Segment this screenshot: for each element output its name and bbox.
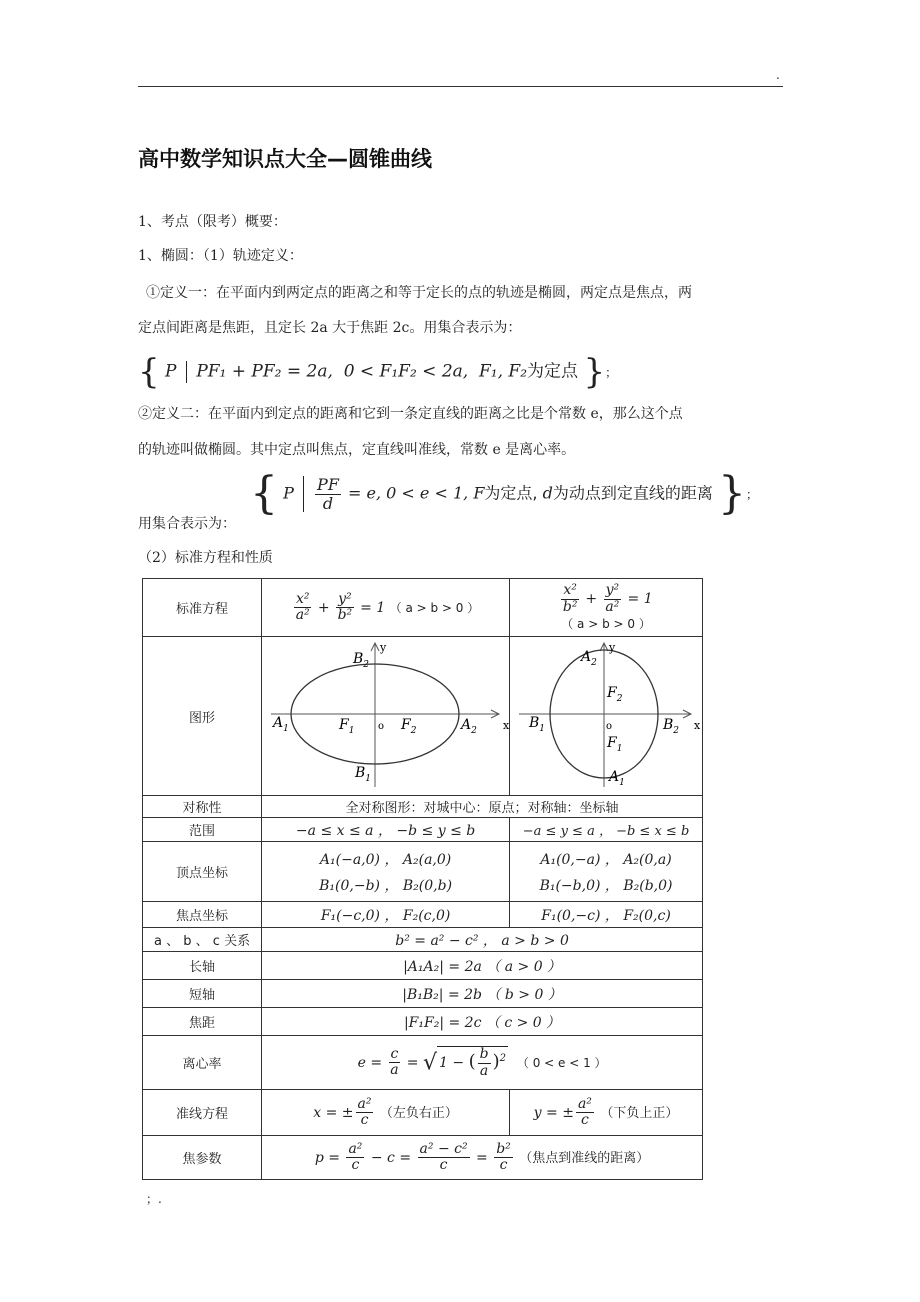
formula-tail: 为定点 xyxy=(527,361,579,382)
minor-axis-value: |B₁B₂| = 2b （ b > 0 ） xyxy=(262,980,703,1008)
horizontal-ellipse-graph xyxy=(263,637,509,791)
graph-vertical xyxy=(510,637,703,796)
footer-mark: ；. xyxy=(146,1192,162,1206)
set-intro-text: 用集合表示为： xyxy=(138,516,236,532)
table-row xyxy=(143,952,703,980)
page-title: 高中数学知识点大全—圆锥曲线 xyxy=(138,147,432,171)
definition-one-line2: 定点间距离是焦距，且定长 2a 大于焦距 2c。用集合表示为： xyxy=(138,320,522,336)
ellipse-heading: 1、椭圆：（1）轨迹定义： xyxy=(138,248,303,264)
formula-sum: PF₁ + PF₂ = 2a xyxy=(196,361,328,382)
formula-var-p: P xyxy=(283,483,294,503)
directrix-horizontal: x = ± $\frac{\text{a²}}{c}$ （左负右正） xyxy=(262,1090,510,1136)
svg-text:F1: $F_1$ xyxy=(606,735,622,754)
svg-text:F2: $F_2$ xyxy=(606,685,622,704)
formula-semicolon: ； xyxy=(605,365,618,380)
svg-text:o: o xyxy=(605,721,612,732)
foci-vertical: F₁(0,−c) ， F₂(0,c) xyxy=(510,902,703,928)
set-bar xyxy=(303,476,304,512)
svg-text:A2: $A_2$ xyxy=(460,717,477,736)
set-formula-definition-two xyxy=(250,468,758,519)
table-row xyxy=(143,842,703,902)
table-row xyxy=(143,980,703,1008)
row-label: 标准方程 xyxy=(143,579,262,637)
table-row xyxy=(143,1136,703,1180)
row-label: a 、 b 、 c 关系 xyxy=(143,928,262,952)
range-vertical: −a ≤ y ≤ a ， −b ≤ x ≤ b xyxy=(510,818,703,842)
abc-relation: b² = a² − c² ， a > b > 0 xyxy=(262,928,703,952)
definition-two-line1: ②定义二：在平面内到定点的距离和它到一条定直线的距离之比是个常数 e，那么这个点 xyxy=(138,406,683,422)
row-label: 焦点坐标 xyxy=(143,902,262,928)
row-label: 焦参数 xyxy=(143,1136,262,1180)
set-bar xyxy=(186,361,187,383)
right-brace: } xyxy=(717,468,746,519)
formula-semicolon: ； xyxy=(745,487,758,502)
svg-text:y: y xyxy=(379,641,386,654)
table-row xyxy=(143,579,703,637)
svg-text:B1: $B_1$ xyxy=(354,765,371,784)
svg-text:A1: $A_1$ xyxy=(272,715,289,734)
svg-text:x: x xyxy=(502,719,509,732)
row-label: 对称性 xyxy=(143,796,262,818)
directrix-vertical: y = ± $\frac{\text{a²}}{c}$ （下负上正） xyxy=(510,1090,703,1136)
formula-points: F₁, F₂ xyxy=(479,361,528,382)
row-label: 准线方程 xyxy=(143,1090,262,1136)
left-brace: { xyxy=(250,468,278,519)
svg-text:F1: $F_1$ xyxy=(338,717,355,736)
formula-text2: 为动点到定直线的距离 xyxy=(552,483,713,503)
svg-text:F2: $F_2$ xyxy=(400,717,417,736)
ratio-fraction: $\frac{PF}{d}$ xyxy=(317,474,339,513)
table-row xyxy=(143,1036,703,1090)
symmetry-value: 全对称图形：对城中心：原点；对称轴：坐标轴 xyxy=(262,796,703,818)
section-heading: 1、考点（限考）概要： xyxy=(138,214,287,230)
row-label: 短轴 xyxy=(143,980,262,1008)
formula-d: d xyxy=(542,483,553,503)
formula-f: F xyxy=(473,483,485,503)
row-label: 长轴 xyxy=(143,952,262,980)
range-horizontal: −a ≤ x ≤ a ， −b ≤ y ≤ b xyxy=(262,818,510,842)
graph-horizontal xyxy=(262,637,510,796)
formula-eq: = e, 0 < e < 1, xyxy=(348,483,469,503)
row-label: 图形 xyxy=(143,637,262,796)
formula-var-p: P xyxy=(165,361,177,382)
definition-one-line1: ①定义一：在平面内到两定点的距离之和等于定长的点的轨迹是椭圆，两定点是焦点，两 xyxy=(146,285,692,301)
svg-text:B2: $B_2$ xyxy=(352,651,369,670)
row-label: 范围 xyxy=(143,818,262,842)
header-rule xyxy=(138,86,783,87)
major-axis-value: |A₁A₂| = 2a （ a > 0 ） xyxy=(262,952,703,980)
focal-parameter-value: p = $\frac{\text{a²}}{c}$ − c = $\frac{\text{a² − c²}}{c}$ = $\frac{\text{b²}}{c}$ （焦点到准线的距离） xyxy=(262,1136,703,1180)
row-label: 焦距 xyxy=(143,1008,262,1036)
svg-text:B1: $B_1$ xyxy=(528,715,545,734)
row-label: 离心率 xyxy=(143,1036,262,1090)
formula-condition: 0 < F₁F₂ < 2a xyxy=(343,361,463,382)
set-formula-definition-one: { P PF₁ + PF₂ = 2a, 0 < F₁F₂ < 2a, F₁, F₂为定点 }； xyxy=(138,352,618,392)
svg-text:B2: $B_2$ xyxy=(662,717,679,736)
row-label: 顶点坐标 xyxy=(143,842,262,902)
svg-text:A2: $A_2$ xyxy=(580,649,597,668)
std-eq-horizontal: $\frac{\text{x²}}{\text{a²}}$ + $\frac{\text{y²}}{\text{b²}}$ = 1 （ a > b > 0 ） xyxy=(262,579,510,637)
table-row xyxy=(143,818,703,842)
ellipse-properties-table xyxy=(142,578,703,1180)
formula-text1: 为定点, xyxy=(484,483,538,503)
svg-text:y: y xyxy=(608,641,615,654)
table-row xyxy=(143,796,703,818)
table-row xyxy=(143,928,703,952)
svg-text:x: x xyxy=(693,719,700,732)
focal-distance-value: |F₁F₂| = 2c （ c > 0 ） xyxy=(262,1008,703,1036)
svg-text:o: o xyxy=(377,721,384,732)
vertices-horizontal: A₁(−a,0) ， A₂(a,0) B₁(0,−b) ， B₂(0,b) xyxy=(262,842,510,902)
table-row xyxy=(143,637,703,796)
left-brace: { xyxy=(138,352,160,392)
header-dot: . xyxy=(776,68,780,82)
svg-text:A1: $A_1$ xyxy=(608,769,625,788)
table-row xyxy=(143,1008,703,1036)
eccentricity-value: e = $\frac{c}{a}$ = √ 1 − ( $\frac{b}{a}$ )$^2$ （ 0 < e < 1 ） xyxy=(262,1036,703,1090)
table-row xyxy=(143,1090,703,1136)
table-row xyxy=(143,902,703,928)
vertices-vertical: A₁(0,−a) ， A₂(0,a) B₁(−b,0) ， B₂(b,0) xyxy=(510,842,703,902)
vertical-ellipse-graph xyxy=(511,637,702,791)
definition-two-line2: 的轨迹叫做椭圆。其中定点叫焦点，定直线叫准线，常数 e 是离心率。 xyxy=(138,442,576,458)
foci-horizontal: F₁(−c,0) ， F₂(c,0) xyxy=(262,902,510,928)
right-brace: } xyxy=(583,352,606,392)
std-eq-vertical: $\frac{\text{x²}}{\text{b²}}$ + $\frac{\text{y²}}{\text{a²}}$ = 1 （ a > b > 0 ） xyxy=(510,579,703,637)
subsection-heading: （2）标准方程和性质 xyxy=(138,550,273,566)
